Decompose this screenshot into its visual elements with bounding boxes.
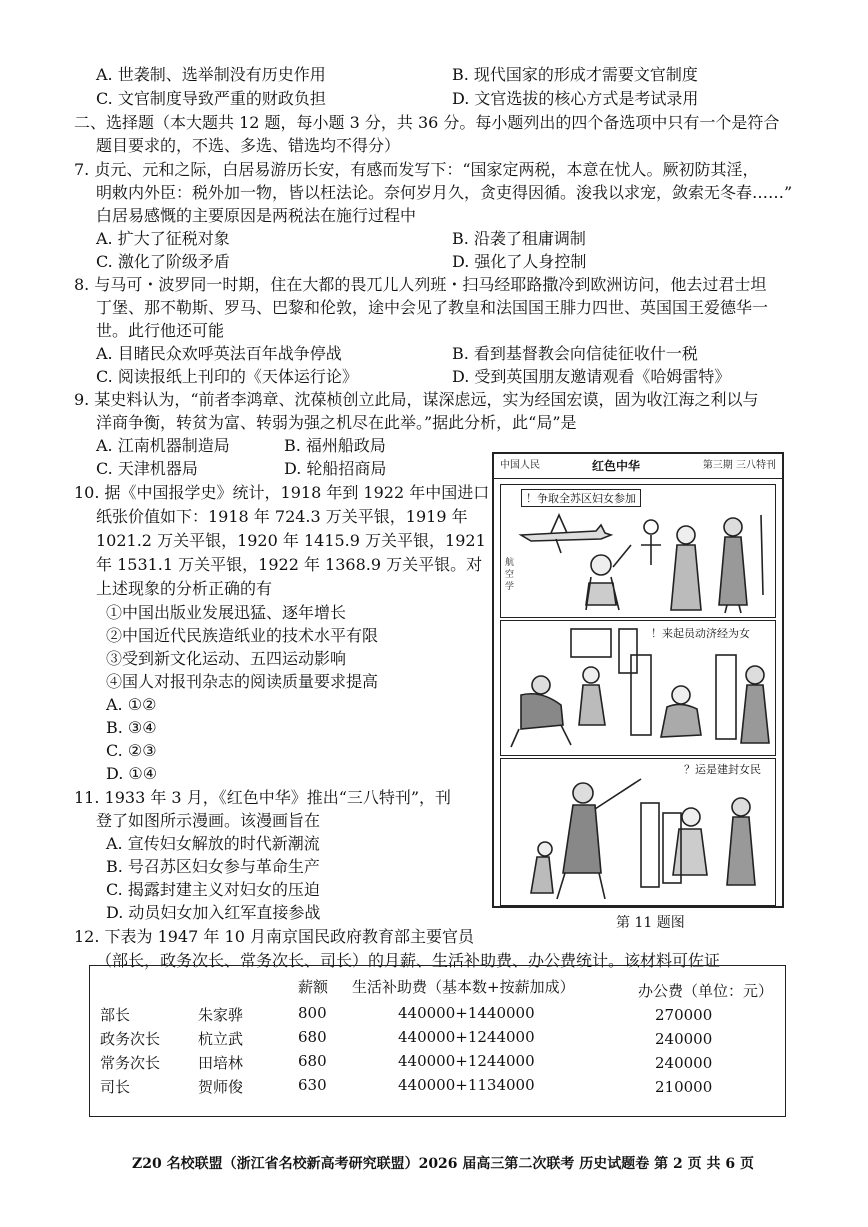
- svg-text:空: 空: [505, 570, 515, 580]
- cartoon-header-title: 红色中华: [592, 459, 641, 473]
- svg-text:学: 学: [505, 582, 515, 592]
- q7-option-c: C. 激化了阶级矛盾: [96, 252, 230, 271]
- q11-option-d: D. 动员妇女加入红军直接参战: [106, 903, 321, 922]
- q8-stem: 8. 与马可・波罗同一时期，住在大都的畏兀儿人列班・扫马经耶路撒冷到欧洲访问，他去过君士坦: [74, 275, 767, 294]
- q10-option-d: D. ①④: [106, 764, 158, 783]
- q9-stem: 洋商争衡，转贫为富、转弱为强之机尽在此举。”据此分析，此“局”是: [96, 413, 577, 432]
- q9-option-c: C. 天津机器局: [96, 459, 198, 478]
- q7-stem: 7. 贞元、元和之际，白居易游历长安，有感而发写下：“国家定两税，本意在忧人。厥初防其淫，: [74, 160, 759, 179]
- q9-option-d: D. 轮船招商局: [284, 459, 387, 478]
- panel-1-drawing: [501, 505, 777, 615]
- q11-stem: 11. 1933 年 3 月，《红色中华》推出“三八特刊”，刊: [74, 788, 452, 807]
- row-subsidy: 440000+1134000: [398, 1076, 535, 1094]
- row-salary: 800: [298, 1004, 327, 1022]
- cartoon-panel-3: [500, 758, 776, 906]
- q12-salary-table: [89, 965, 786, 1117]
- row-subsidy: 440000+1244000: [398, 1052, 535, 1070]
- q10-option-a: A. ①②: [106, 695, 157, 714]
- q10-option-b: B. ③④: [106, 718, 157, 737]
- section2-heading-line2: 题目要求的，不选、多选、错选均不得分）: [96, 136, 401, 155]
- q9-option-b: B. 福州船政局: [284, 436, 386, 455]
- panel-3-drawing: [501, 763, 777, 903]
- q12-stem: 12. 下表为 1947 年 10 月南京国民政府教育部主要官员: [74, 927, 474, 946]
- svg-text:航: 航: [505, 558, 515, 568]
- q6-option-a: A. 世袭制、选举制没有历史作用: [96, 65, 326, 84]
- q11-cartoon-figure: [492, 452, 784, 908]
- table-header: 生活补助费（基本数+按薪加成）: [352, 978, 575, 996]
- q8-option-c: C. 阅读报纸上刊印的《天体运行论》: [96, 367, 358, 386]
- q9-stem: 9. 某史料认为，“前者李鸿章、沈葆桢创立此局，谋深虑远，实为经国宏谟，固为收江海之利以与: [74, 390, 759, 409]
- row-salary: 630: [298, 1076, 327, 1094]
- q10-item: ④国人对报刊杂志的阅读质量要求提高: [106, 672, 379, 691]
- q10-stem: 纸张价值如下：1918 年 724.3 万关平银，1919 年: [96, 507, 468, 526]
- q6-option-b: B. 现代国家的形成才需要文官制度: [452, 65, 698, 84]
- q7-stem: 明敕内外臣：税外加一物，皆以枉法论。奈何岁月久，贪吏得因循。浚我以求宠，敛索无冬春……”: [96, 183, 793, 202]
- q8-option-d: D. 受到英国朋友邀请观看《哈姆雷特》: [452, 367, 731, 386]
- q9-option-a: A. 江南机器制造局: [96, 436, 230, 455]
- row-subsidy: 440000+1244000: [398, 1028, 535, 1046]
- q10-item: ②中国近代民族造纸业的技术水平有限: [106, 626, 379, 645]
- cartoon-panel-2: [500, 620, 776, 756]
- q6-option-d: D. 文官选拔的核心方式是考试录用: [452, 89, 699, 108]
- q11-figure-caption: 第 11 题图: [616, 915, 685, 931]
- q7-option-b: B. 沿袭了租庸调制: [452, 229, 586, 248]
- panel-1-title: ！争取全苏区妇女参加: [521, 489, 641, 507]
- row-subsidy: 440000+1440000: [398, 1004, 535, 1022]
- q7-stem: 白居易感慨的主要原因是两税法在施行过程中: [96, 206, 417, 225]
- row-office: 240000: [655, 1030, 713, 1048]
- cartoon-header-right: 第三期 三八特刊: [702, 460, 776, 471]
- table-header: 薪额: [298, 978, 329, 996]
- cartoon-header-left: 中国人民: [500, 460, 540, 471]
- row-title: 部长: [100, 1006, 131, 1024]
- q10-stem: 上述现象的分析正确的有: [96, 579, 273, 598]
- section2-heading: 二、选择题（本大题共 12 题，每小题 3 分，共 36 分。每小题列出的四个备选项中只有一个是符合: [74, 113, 780, 132]
- table-header: 办公费（单位：元）: [638, 982, 774, 1000]
- panel-3-title: ？运是建封女民: [684, 763, 761, 776]
- row-salary: 680: [298, 1052, 327, 1070]
- q8-stem: 世。此行他还可能: [96, 321, 225, 340]
- cartoon-header: [494, 454, 782, 479]
- q11-option-b: B. 号召苏区妇女参与革命生产: [106, 857, 320, 876]
- q11-option-a: A. 宣传妇女解放的时代新潮流: [106, 834, 320, 853]
- row-title: 司长: [100, 1078, 131, 1096]
- q12-stem: （部长，政务次长、常务次长、司长）的月薪、生活补助费、办公费统计。该材料可佐证: [96, 951, 721, 970]
- q11-stem: 登了如图所示漫画。该漫画旨在: [96, 811, 321, 830]
- q10-item: ③受到新文化运动、五四运动影响: [106, 649, 347, 668]
- row-name: 田培林: [198, 1054, 244, 1072]
- q10-stem: 10. 据《中国报学史》统计，1918 年到 1922 年中国进口: [74, 483, 490, 502]
- panel-2-title: ！来起员动济经为女: [651, 627, 750, 640]
- q10-item: ①中国出版业发展迅猛、逐年增长: [106, 603, 347, 622]
- q7-option-a: A. 扩大了征税对象: [96, 229, 230, 248]
- row-title: 常务次长: [100, 1054, 161, 1072]
- row-office: 210000: [655, 1078, 713, 1096]
- row-name: 朱家骅: [198, 1006, 244, 1024]
- q8-stem: 丁堡、那不勒斯、罗马、巴黎和伦敦，途中会见了教皇和法国国王腓力四世、英国国王爱德华一: [96, 298, 769, 317]
- q7-option-d: D. 强化了人身控制: [452, 252, 587, 271]
- panel-2-drawing: [501, 625, 777, 753]
- q6-option-c: C. 文官制度导致严重的财政负担: [96, 89, 326, 108]
- cartoon-panel-1: [500, 484, 776, 618]
- row-name: 贺师俊: [198, 1078, 244, 1096]
- q10-stem: 1021.2 万关平银，1920 年 1415.9 万关平银，1921: [96, 531, 486, 550]
- row-salary: 680: [298, 1028, 327, 1046]
- q8-option-b: B. 看到基督教会向信徒征收什一税: [452, 344, 698, 363]
- q10-stem: 年 1531.1 万关平银，1922 年 1368.9 万关平银。对: [96, 555, 483, 574]
- row-office: 240000: [655, 1054, 713, 1072]
- row-name: 杭立武: [198, 1030, 244, 1048]
- row-title: 政务次长: [100, 1030, 161, 1048]
- row-office: 270000: [655, 1006, 713, 1024]
- page-footer: Z20 名校联盟（浙江省名校新高考研究联盟）2026 届高三第二次联考 历史试题卷 第 2 页 共 6 页: [132, 1156, 755, 1172]
- q8-option-a: A. 目睹民众欢呼英法百年战争停战: [96, 344, 342, 363]
- q11-option-c: C. 揭露封建主义对妇女的压迫: [106, 880, 320, 899]
- q10-option-c: C. ②③: [106, 741, 157, 760]
